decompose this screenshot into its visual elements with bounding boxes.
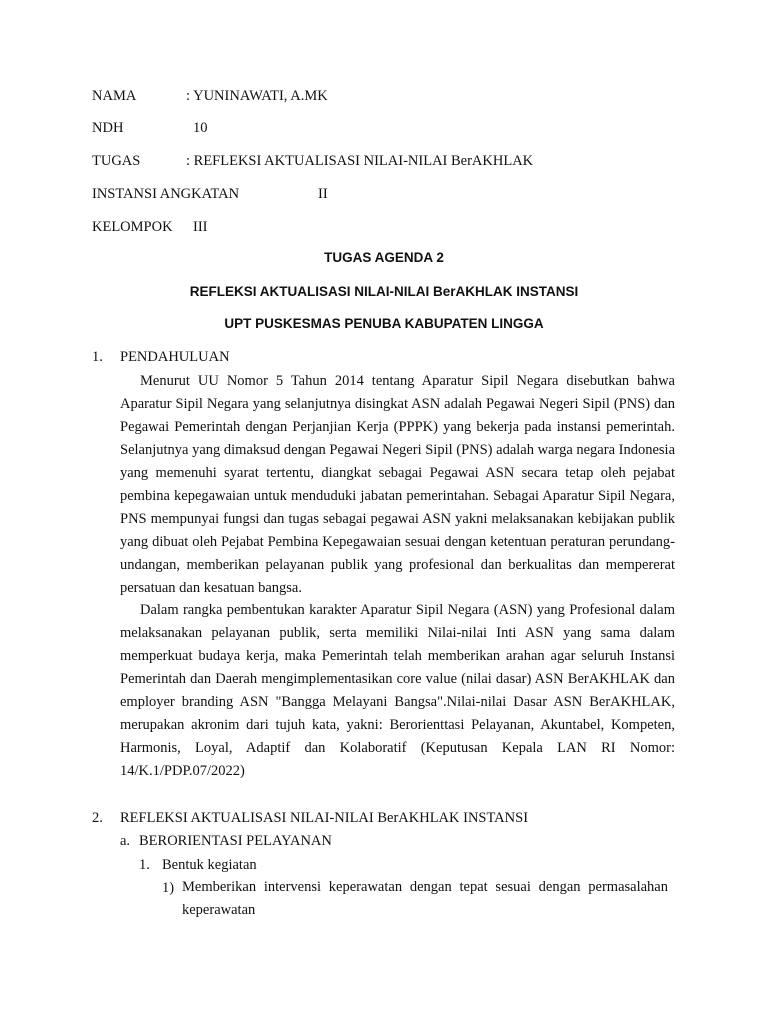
ndh-value: 10 — [193, 120, 208, 136]
item1-number: 1. — [139, 857, 150, 873]
subsection-a-letter: a. — [120, 833, 131, 849]
nama-value: : YUNINAWATI, A.MK — [186, 88, 328, 104]
section1-paragraph-1: Menurut UU Nomor 5 Tahun 2014 tentang Aparatur Sipil Negara disebutkan bahwa Aparatur Sipil Negara yang selanjutnya disingkat ASN adalah Pegawai Negeri Sipil (PNS) dan Pegawai Pemerintah dengan Perjanjian Kerja (PPPK) yang bekerja pada instansi pemerintah. Selanjutnya yang dimaksud dengan Pegawai Negeri Sipil (PNS) adalah warga negara Indonesia yang memenuhi syarat tertentu, diangkat sebagai Pegawai ASN secara tetap oleh pejabat pembina kepegawaian untuk menduduki jabatan pemerintahan. Sebagai Aparatur Sipil Negara, PNS mempunyai fungsi dan tugas sebagai pegawai ASN yakni melaksanakan kebijakan publik yang dibuat oleh Pejabat Pembina Kepegawaian sesuai dengan ketentuan peraturan perundang-undangan, memberikan pelayanan publik yang profesional dan berkualitas dan mempererat persatuan dan kesatuan bangsa. — [120, 373, 676, 596]
instansi-value: II — [318, 186, 328, 202]
tugas-label: TUGAS — [92, 153, 141, 169]
section1-paragraph-2: Dalam rangka pembentukan karakter Aparatur Sipil Negara (ASN) yang Profesional dalam melaksanakan pelayanan publik, serta memiliki Nilai-nilai Inti ASN yang sama dalam memperkuat budaya kerja, maka Pemerintah telah memberikan arahan agar seluruh Instansi Pemerintah dan Daerah mengimplementasikan core value (nilai dasar) ASN BerAKHLAK dan employer branding ASN "Bangga Melayani Bangsa".Nilai-nilai Dasar ASN BerAKHLAK, merupakan akronim dari tujuh kata, yakni: Berorienttasi Pelayanan, Akuntabel, Kompeten, Harmonis, Loyal, Adaptif dan Kolaboratif (Keputusan Kepala LAN RI Nomor: 14/K.1/PDP.07/2022) — [120, 602, 675, 779]
section2-number: 2. — [92, 810, 103, 826]
nama-label: NAMA — [92, 88, 137, 104]
kelompok-label: KELOMPOK — [92, 219, 173, 235]
section2-heading: REFLEKSI AKTUALISASI NILAI-NILAI BerAKHLAK INSTANSI — [120, 810, 529, 826]
item1-1-number: 1) — [162, 880, 175, 896]
section1-number: 1. — [92, 349, 103, 365]
section1-heading: PENDAHULUAN — [120, 349, 230, 365]
item1-label: Bentuk kegiatan — [162, 857, 257, 873]
title-agenda: TUGAS AGENDA 2 — [324, 250, 444, 265]
instansi-label: INSTANSI ANGKATAN — [92, 186, 240, 202]
ndh-label: NDH — [92, 120, 124, 136]
kelompok-value: III — [193, 219, 208, 235]
title-refleksi: REFLEKSI AKTUALISASI NILAI-NILAI BerAKHLAK INSTANSI — [189, 284, 579, 299]
tugas-value: : REFLEKSI AKTUALISASI NILAI-NILAI BerAKHLAK — [186, 153, 534, 169]
subsection-a-heading: BERORIENTASI PELAYANAN — [139, 833, 332, 849]
title-upt: UPT PUSKESMAS PENUBA KABUPATEN LINGGA — [224, 316, 544, 331]
item1-1-text: Memberikan intervensi keperawatan dengan tepat sesuai dengan permasalahan keperawatan — [182, 879, 668, 918]
